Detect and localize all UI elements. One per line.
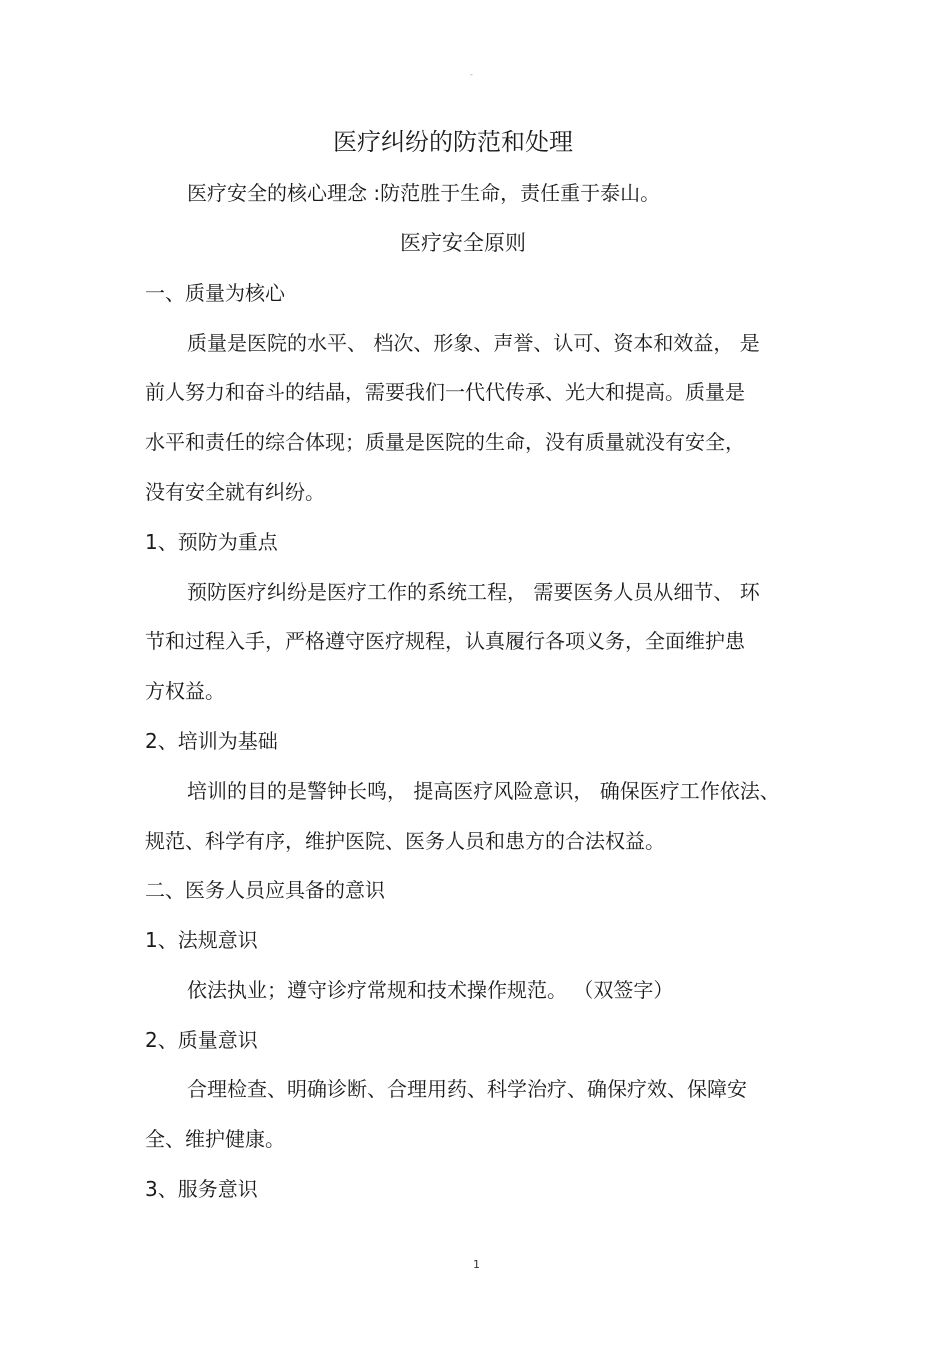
core-concept: 医疗安全的核心理念 :防范胜于生命，责任重于泰山。 [187, 181, 661, 205]
training-heading: 2、培训为基础 [145, 729, 278, 753]
principles-heading: 医疗安全原则 [400, 231, 526, 255]
section1-para-line: 前人努力和奋斗的结晶，需要我们一代代传承、光大和提高。质量是 [145, 380, 745, 404]
document-title: 医疗纠纷的防范和处理 [333, 128, 573, 156]
prevention-heading: 1、预防为重点 [145, 530, 278, 554]
quality-awareness-para-line: 全、维护健康。 [145, 1127, 285, 1151]
prevention-para-line: 预防医疗纠纷是医疗工作的系统工程， 需要医务人员从细节、 环 [187, 580, 760, 604]
page-number: 1 [473, 1258, 480, 1271]
prevention-para-line: 方权益。 [145, 679, 225, 703]
section2-heading: 二、医务人员应具备的意识 [145, 878, 385, 902]
section1-para-line: 没有安全就有纠纷。 [145, 480, 325, 504]
header-mark: - [470, 70, 473, 79]
prevention-para-line: 节和过程入手，严格遵守医疗规程，认真履行各项义务，全面维护患 [145, 629, 745, 653]
training-para-line: 规范、科学有序，维护医院、医务人员和患方的合法权益。 [145, 829, 665, 853]
legal-awareness-heading: 1、法规意识 [145, 928, 258, 952]
training-para-line: 培训的目的是警钟长鸣， 提高医疗风险意识， 确保医疗工作依法、 [187, 779, 780, 803]
service-awareness-heading: 3、服务意识 [145, 1177, 258, 1201]
section1-para-line: 水平和责任的综合体现；质量是医院的生命，没有质量就没有安全， [145, 430, 745, 454]
section1-para-line: 质量是医院的水平、 档次、形象、声誉、认可、资本和效益， 是 [187, 331, 760, 355]
legal-awareness-para: 依法执业；遵守诊疗常规和技术操作规范。 （双签字） [187, 978, 674, 1002]
section1-heading: 一、质量为核心 [145, 281, 285, 305]
quality-awareness-heading: 2、质量意识 [145, 1028, 258, 1052]
quality-awareness-para-line: 合理检查、明确诊断、合理用药、科学治疗、确保疗效、保障安 [187, 1077, 747, 1101]
